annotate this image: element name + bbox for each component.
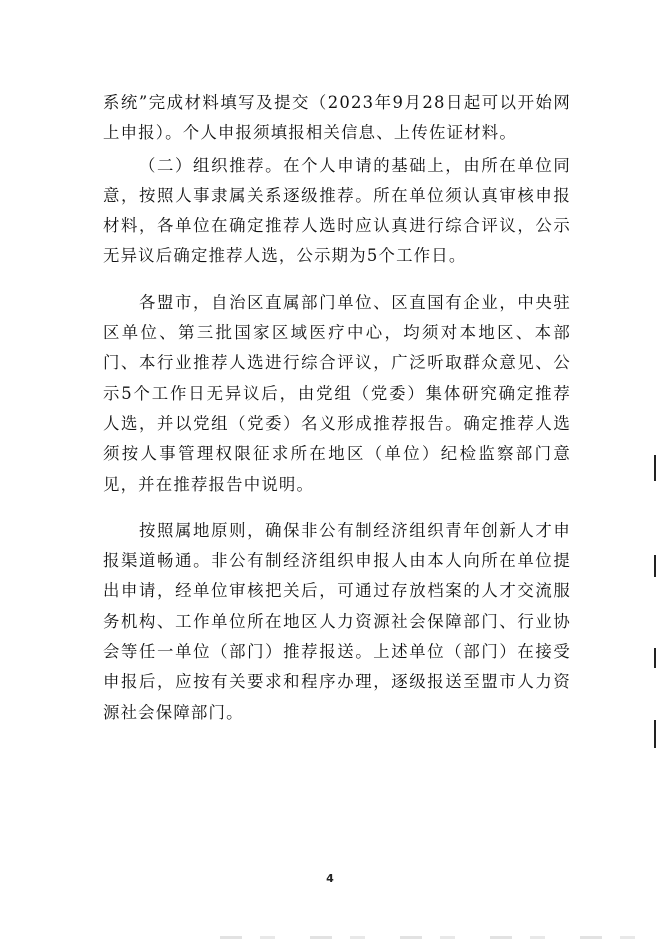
scan-artifact-mark bbox=[654, 455, 656, 481]
scan-artifact-mark bbox=[654, 720, 656, 748]
scan-artifact-mark bbox=[654, 555, 656, 577]
paragraph-organization-recommendation: （二）组织推荐。在个人申请的基础上，由所在单位同意，按照人事隶属关系逐级推荐。所在单位须认真审核申报材料，各单位在确定推荐人选时应认真进行综合评议，公示无异议后确定推荐人选，公示期为5个工作日。 bbox=[103, 155, 571, 266]
paragraph-territorial-principle: 按照属地原则，确保非公有制经济组织青年创新人才申报渠道畅通。非公有制经济组织申报人由本人向所在单位提出申请，经单位审核把关后，可通过存放档案的人才交流服务机构、工作单位所在地区人力资源社会保障部门、行业协会等任一单位（部门）推荐报送。上述单位（部门）在接受申报后，应按有关要求和程序办理，逐级报送至盟市人力资源社会保障部门。 bbox=[103, 520, 571, 722]
scan-artifact-bottom-edge bbox=[220, 936, 640, 939]
document-body bbox=[103, 88, 571, 728]
paragraph-submission: 系统”完成材料填写及提交（2023年9月28日起可以开始网上申报）。个人申报须填报相关信息、上传佐证材料。 bbox=[103, 93, 571, 143]
paragraph-league-cities: 各盟市，自治区直属部门单位、区直国有企业，中央驻区单位、第三批国家区域医疗中心，均须对本地区、本部门、本行业推荐人选进行综合评议，广泛听取群众意见、公示5个工作日无异议后，由党组（党委）集体研究确定推荐人选，并以党组（党委）名义形成推荐报告。确定推荐人选须按人事管理权限征求所在地区（单位）纪检监察部门意见，并在推荐报告中说明。 bbox=[103, 292, 571, 494]
scan-artifact-mark bbox=[654, 648, 656, 668]
page-number: 4 bbox=[326, 872, 334, 885]
